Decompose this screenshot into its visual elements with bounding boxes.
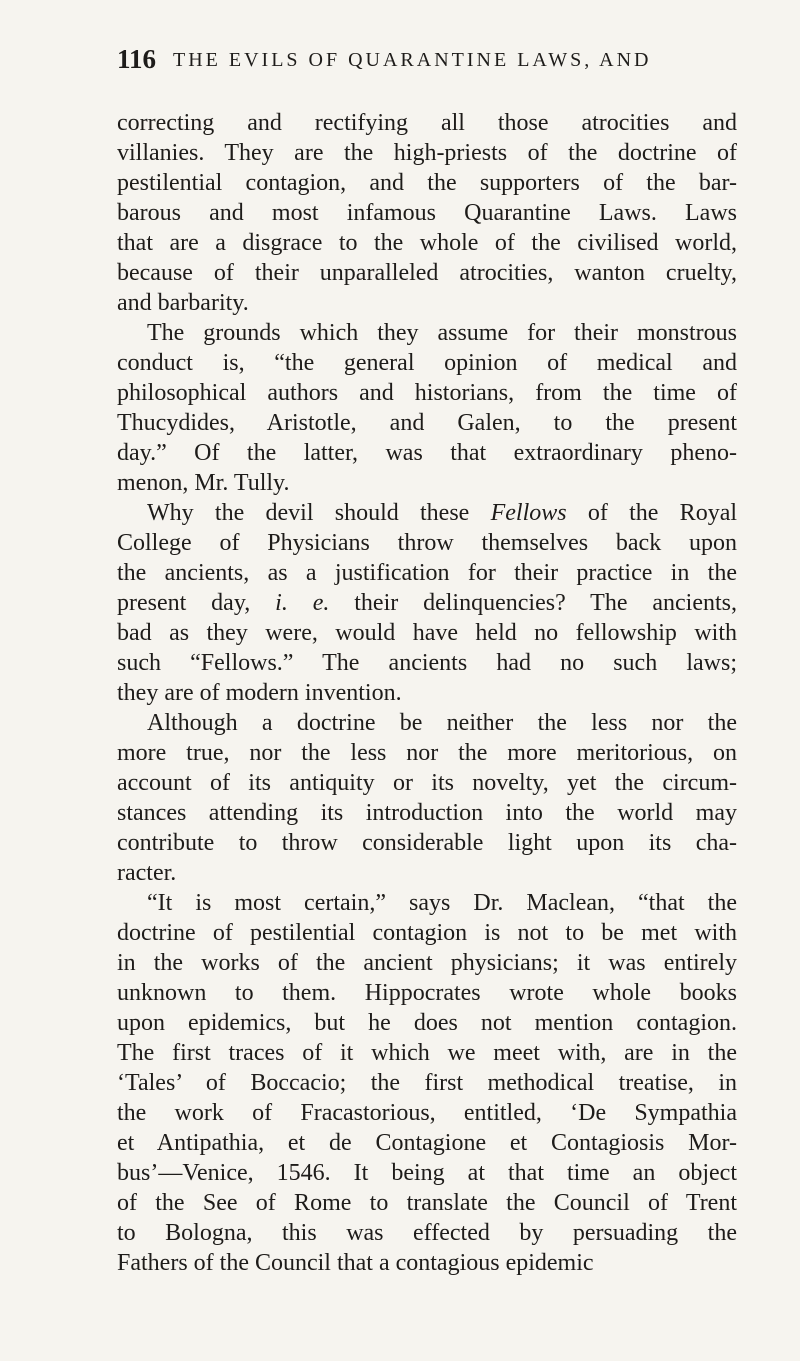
text-line: racter. bbox=[117, 860, 177, 886]
text-line bbox=[117, 498, 737, 528]
body-text bbox=[117, 108, 737, 1278]
italic-text: Fellows bbox=[490, 500, 567, 526]
text-line: conduct is, “the general opinion of medical and bbox=[117, 350, 737, 376]
text-segment: Why the devil should these bbox=[147, 500, 491, 526]
text-line: that are a disgrace to the whole of the civilised world, bbox=[117, 230, 737, 256]
text-line: the ancients, as a justification for their practice in the bbox=[117, 560, 737, 586]
text-line: Thucydides, Aristotle, and Galen, to the present bbox=[117, 410, 737, 436]
italic-text: i. e. bbox=[275, 590, 330, 616]
text-line: stances attending its introduction into the world may bbox=[117, 800, 737, 826]
text-line: to Bologna, this was effected by persuading the bbox=[117, 1220, 737, 1246]
text-line: ‘Tales’ of Boccacio; the first methodical treatise, in bbox=[117, 1070, 737, 1096]
text-line: barous and most infamous Quarantine Laws. Laws bbox=[117, 200, 737, 226]
text-line: they are of modern invention. bbox=[117, 680, 402, 706]
text-line: in the works of the ancient physicians; it was entirely bbox=[117, 950, 737, 976]
text-line: Fathers of the Council that a contagious epidemic bbox=[117, 1250, 594, 1276]
page-header bbox=[117, 44, 737, 90]
text-line: The first traces of it which we meet with, are in the bbox=[117, 1040, 737, 1066]
text-segment: present day, bbox=[117, 590, 276, 616]
text-line: The grounds which they assume for their monstrous bbox=[147, 320, 737, 346]
text-line: more true, nor the less nor the more meritorious, on bbox=[117, 740, 737, 766]
text-line: because of their unparalleled atrocities, wanton cruelty, bbox=[117, 260, 737, 286]
text-line: correcting and rectifying all those atrocities and bbox=[117, 110, 737, 136]
text-line: villanies. They are the high-priests of the doctrine of bbox=[117, 140, 737, 166]
text-line: day.” Of the latter, was that extraordinary pheno- bbox=[117, 440, 737, 466]
text-line: such “Fellows.” The ancients had no such laws; bbox=[117, 650, 737, 676]
text-line: of the See of Rome to translate the Council of Trent bbox=[117, 1190, 737, 1216]
text-line: contribute to throw considerable light upon its cha- bbox=[117, 830, 737, 856]
text-line: doctrine of pestilential contagion is not to be met with bbox=[117, 920, 737, 946]
text-line: pestilential contagion, and the supporters of the bar- bbox=[117, 170, 737, 196]
text-line bbox=[117, 588, 737, 618]
text-line: bus’—Venice, 1546. It being at that time an object bbox=[117, 1160, 737, 1186]
text-line: upon epidemics, but he does not mention contagion. bbox=[117, 1010, 737, 1036]
text-line: menon, Mr. Tully. bbox=[117, 470, 290, 496]
text-line: Although a doctrine be neither the less nor the bbox=[147, 710, 737, 736]
page-number: 116 bbox=[117, 44, 157, 74]
text-line: et Antipathia, et de Contagione et Contagiosis Mor- bbox=[117, 1130, 737, 1156]
text-line: College of Physicians throw themselves back upon bbox=[117, 530, 737, 556]
running-title: THE EVILS OF QUARANTINE LAWS, AND bbox=[173, 49, 652, 71]
text-line: “It is most certain,” says Dr. Maclean, “that the bbox=[147, 890, 737, 916]
text-line: philosophical authors and historians, from the time of bbox=[117, 380, 737, 406]
text-line: unknown to them. Hippocrates wrote whole books bbox=[117, 980, 737, 1006]
text-segment: of the Royal bbox=[566, 500, 738, 526]
text-segment: their delinquencies? The ancients, bbox=[329, 590, 737, 616]
text-line: bad as they were, would have held no fellowship with bbox=[117, 620, 737, 646]
text-line: the work of Fracastorious, entitled, ‘De Sympathia bbox=[117, 1100, 737, 1126]
text-line: account of its antiquity or its novelty, yet the circum- bbox=[117, 770, 737, 796]
text-line: and barbarity. bbox=[117, 290, 249, 316]
